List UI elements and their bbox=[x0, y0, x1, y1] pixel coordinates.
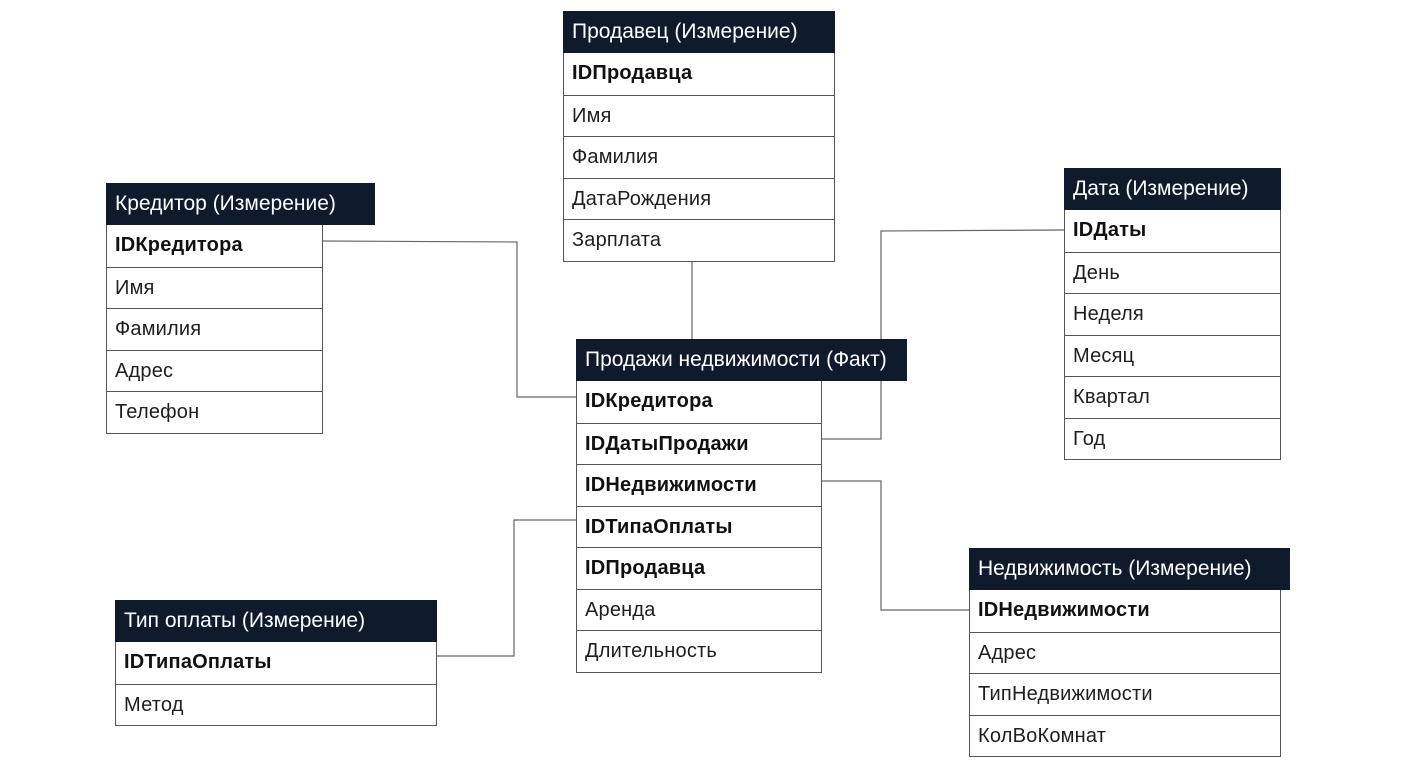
table-field: Год bbox=[1065, 418, 1280, 460]
table-header: Тип оплаты (Измерение) bbox=[115, 600, 437, 642]
foreign-key-field: IDКредитора bbox=[585, 390, 713, 412]
foreign-key-field: IDТипаОплаты bbox=[577, 506, 821, 548]
table-fields bbox=[576, 381, 822, 673]
table-field: Квартал bbox=[1065, 376, 1280, 418]
link-payment-fact bbox=[437, 520, 577, 656]
table-field: Неделя bbox=[1065, 293, 1280, 335]
primary-key-field: IDПродавца bbox=[572, 62, 693, 84]
table-field: Метод bbox=[116, 684, 436, 726]
table-field: Месяц bbox=[1065, 335, 1280, 377]
link-date-fact bbox=[822, 230, 1064, 439]
table-fields bbox=[563, 53, 835, 262]
table-fields bbox=[106, 225, 323, 434]
table-header: Продажи недвижимости (Факт) bbox=[576, 339, 907, 381]
table-field: Фамилия bbox=[107, 308, 322, 350]
table-field: ТипНедвижимости bbox=[970, 673, 1280, 715]
link-property-fact bbox=[822, 481, 969, 610]
table-fields bbox=[115, 642, 437, 726]
table-field: Имя bbox=[564, 95, 834, 137]
foreign-key-field: IDНедвижимости bbox=[577, 464, 821, 506]
table-field: День bbox=[1065, 252, 1280, 294]
table-field: Адрес bbox=[970, 632, 1280, 674]
table-field: Имя bbox=[107, 267, 322, 309]
table-field: Зарплата bbox=[564, 219, 834, 261]
table-field: ДатаРождения bbox=[564, 178, 834, 220]
measure-field: Длительность bbox=[577, 630, 821, 672]
table-field: Фамилия bbox=[564, 136, 834, 178]
table-header: Кредитор (Измерение) bbox=[106, 183, 375, 225]
foreign-key-field: IDДатыПродажи bbox=[577, 423, 821, 465]
table-field: КолВоКомнат bbox=[970, 715, 1280, 757]
primary-key-field: IDДаты bbox=[1073, 219, 1147, 241]
table-header: Недвижимость (Измерение) bbox=[969, 548, 1290, 590]
primary-key-field: IDТипаОплаты bbox=[124, 651, 272, 673]
primary-key-field: IDНедвижимости bbox=[978, 599, 1150, 621]
table-field: Телефон bbox=[107, 391, 322, 433]
table-fields bbox=[1064, 210, 1281, 460]
link-creditor-fact bbox=[323, 241, 577, 397]
primary-key-field: IDКредитора bbox=[115, 234, 243, 256]
measure-field: Аренда bbox=[577, 589, 821, 631]
table-fields bbox=[969, 590, 1281, 757]
table-header: Дата (Измерение) bbox=[1064, 168, 1281, 210]
table-field: Адрес bbox=[107, 350, 322, 392]
table-header: Продавец (Измерение) bbox=[563, 11, 835, 53]
foreign-key-field: IDПродавца bbox=[577, 547, 821, 589]
